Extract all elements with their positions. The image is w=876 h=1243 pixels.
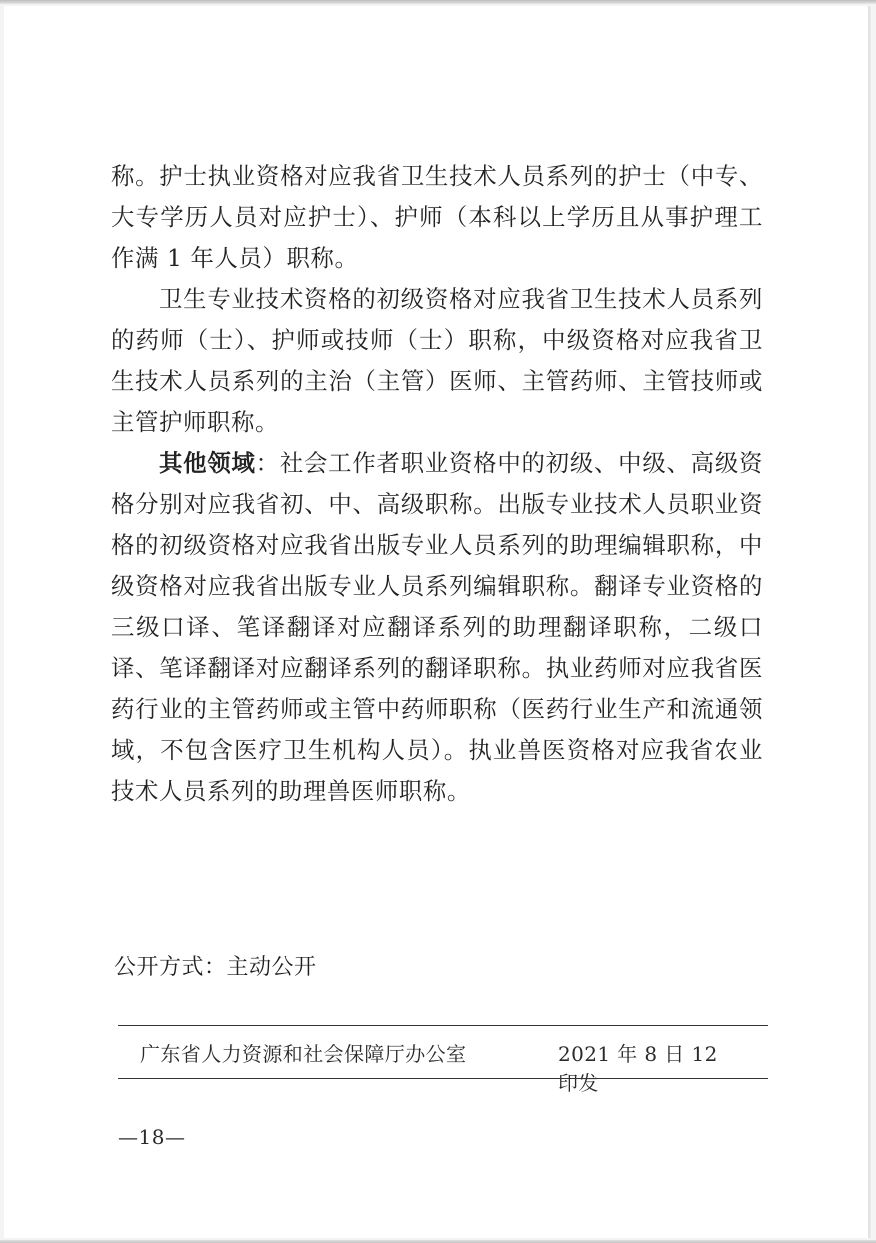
paragraph-health-technical-qualification	[111, 279, 763, 443]
disclosure-method: 公开方式：主动公开	[114, 955, 317, 980]
issue-date: 2021 年 8 日 12 印发	[558, 1042, 718, 1095]
page-number: —18—	[118, 1125, 186, 1149]
paragraph-bold-lead: 其他领域	[159, 449, 256, 477]
paragraph-text: 称。护士执业资格对应我省卫生技术人员系列的护士（中专、大专学历人员对应护士）、护师（本科以上学历且从事护理工作满 1 年人员）职称。	[111, 162, 763, 272]
document-body	[111, 156, 763, 812]
scan-top-edge	[0, 0, 876, 4]
footer-top-rule	[118, 1025, 768, 1026]
paragraph-nurse-qualification	[111, 156, 763, 279]
issuing-office: 广东省人力资源和社会保障厅办公室	[140, 1042, 467, 1066]
paragraph-text: ：社会工作者职业资格中的初级、中级、高级资格分别对应我省初、中、高级职称。出版专业技术人员职业资格的初级资格对应我省出版专业人员系列的助理编辑职称，中级资格对应我省出版专业人员系列编辑职称。翻译专业资格的三级口译、笔译翻译对应翻译系列的助理翻译职称，二级口译、笔译翻译对应翻译系列的翻译职称。执业药师对应我省医药行业的主管药师或主管中药师职称（医药行业生产和流通领域，不包含医疗卫生机构人员）。执业兽医资格对应我省农业技术人员系列的助理兽医师职称。	[111, 449, 763, 805]
paragraph-other-fields	[111, 443, 763, 812]
paragraph-text: 卫生专业技术资格的初级资格对应我省卫生技术人员系列的药师（士）、护师或技师（士）职称，中级资格对应我省卫生技术人员系列的主治（主管）医师、主管药师、主管技师或主管护师职称。	[111, 285, 763, 436]
footer-bottom-rule	[118, 1078, 768, 1079]
